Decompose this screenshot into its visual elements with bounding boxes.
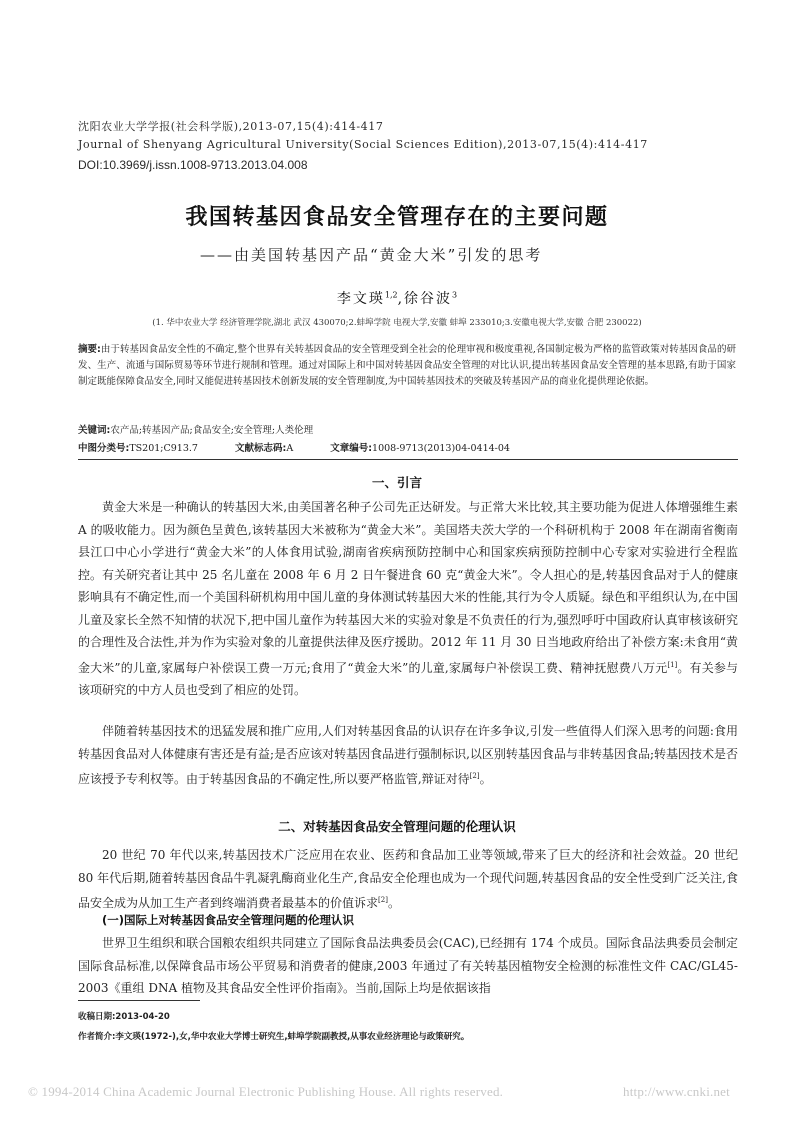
clc-value: TS201;C913.7 [129,443,198,454]
copyright-text: © 1994-2014 China Academic Journal Electronic Publishing House. All rights reserved. [28,1084,504,1099]
body-paragraph [78,720,738,791]
paragraph-text: 黄金大米是一种确认的转基因大米,由美国著名种子公司先正达研发。与正常大米比较,其主要功能为促进人体增强维生素 A 的吸收能力。因为颜色呈黄色,该转基因大米被称为“黄金大米”。美国塔夫茨大学的一个科研机构于 2008 年在湖南省衡南县江口中心小学进行“黄金大米”的人体食用试验,湖南省疾病预防控制中心和国家疾病预防控制中心专家对实验进行全程监控。有关研究者让其中 25 名儿童在 2008 年 6 月 2 日午餐进食 60 克“黄金大米”。令人担心的是,转基因食品对于人的健康影响具有不确定性,而一个美国科研机构用中国儿童的身体测试转基因大米的性能,其行为令人质疑。绿色和平组织认为,在中国儿童及家长全然不知情的状况下,把中国儿童作为转基因大米的实验对象是不负责任的行为,强烈呼吁中国政府认真审核该研究的合理性及合法性,并为作为实验对象的儿童提供法律及医疗援助。2012 年 11 月 30 日当地政府给出了补偿方案:未食用“黄金大米”的儿童,家属每户补偿误工费一万元;食用了“黄金大米”的儿童,家属每户补偿误工费、精神抚慰费八万元 [78,500,738,675]
paper-subtitle: ——由美国转基因产品“黄金大米”引发的思考 [200,246,543,264]
abstract-label: 摘要: [78,344,101,355]
doi: DOI:10.3969/j.issn.1008-9713.2013.04.008 [78,158,308,172]
abstract-text: 由于转基因食品安全性的不确定,整个世界有关转基因食品的安全管理受到全社会的伦理审视和极度重视,各国制定极为严格的监管政策对转基因食品的研发、生产、流通与国际贸易等环节进行规制和管理。通过对国际上和中国对转基因食品安全管理的对比认识,提出转基因食品安全管理的基本思路,有助于国家制定既能保障食品安全,同时又能促进转基因技术创新发展的安全管理制度,为中国转基因技术的突破及转基因产品的商业化提供理论依据。 [78,344,736,387]
citation: [1] [667,660,678,669]
paragraph-text: 。 [479,772,492,786]
author-affil-mark: 1,2 [384,290,398,300]
doc-code-value: A [286,443,294,454]
received-date: 收稿日期:2013-04-20 [78,1012,170,1022]
article-id-label: 文章编号: [330,443,373,454]
citation: [2] [469,772,480,780]
journal-header-cn: 沈阳农业大学学报(社会科学版),2013-07,15(4):414-417 [78,120,384,133]
doc-code-label: 文献标志码: [235,443,287,454]
section-heading: 一、引言 [371,475,422,490]
author-line [0,288,794,308]
author-separator: , [397,291,405,307]
keywords-label: 关键词: [78,425,111,436]
author-bio: 作者简介:李文瑛(1972-),女,华中农业大学博士研究生,蚌埠学院副教授,从事农业经济理论与政策研究。 [78,1032,470,1042]
copyright-watermark [28,1084,730,1100]
header-divider [78,459,738,460]
cnki-link[interactable]: http://www.cnki.net [623,1084,730,1099]
paragraph-text: 世界卫生组织和联合国粮农组织共同建立了国际食品法典委员会(CAC),已经拥有 174 个成员。国际食品法典委员会制定国际食品标准,以保障食品市场公平贸易和消费者的健康,2003 年通过了有关转基因植物安全检测的标准性文件 CAC/GL45-2003《重组 DNA 植物及其食品安全性评价指南》。当前,国际上均是依据该指 [78,936,738,995]
body-paragraph [78,932,738,1000]
author-name: 徐谷波 [404,291,453,307]
paragraph-text: 20 世纪 70 年代以来,转基因技术广泛应用在农业、医药和食品加工业等领域,带来了巨大的经济和社会效益。20 世纪 80 年代后期,随着转基因食品牛乳凝乳酶商业化生产,食品安全伦理也成为一个现代问题,转基因食品的安全性受到广泛关注,食品安全成为从加工生产者到终端消费者最基本的价值诉求 [78,848,738,910]
paragraph-text: 伴随着转基因技术的迅猛发展和推广应用,人们对转基因食品的认识存在许多争议,引发一些值得人们深入思考的问题:食用转基因食品对人体健康有害还是有益;是否应该对转基因食品进行强制标识,以区别转基因食品与非转基因食品;转基因技术是否应该授予专利权等。由于转基因食品的不确定性,所以要严格监管,辩证对待 [78,724,738,786]
abstract [78,342,736,390]
paragraph-text: 。有关参与该项研究的中方人员也受到了相应的处罚。 [78,660,738,697]
footnote-divider [78,1000,200,1001]
clc-label: 中图分类号: [78,443,130,454]
citation: [2] [378,896,388,904]
section-heading: 二、对转基因食品安全管理问题的伦理认识 [278,819,516,834]
subsection-heading: (一)国际上对转基因食品安全管理问题的伦理认识 [102,913,355,927]
body-paragraph [78,496,738,702]
clc [78,443,198,454]
article-id-value: 1008-9713(2013)04-0414-04 [372,443,510,454]
classification-line [78,440,544,454]
affiliations: (1. 华中农业大学 经济管理学院,湖北 武汉 430070;2.蚌埠学院 电视大学,安徽 蚌埠 233010;3.安徽电视大学,安徽 合肥 230022) [152,318,642,328]
author-name: 李文瑛 [336,291,385,307]
paragraph-text: 。 [387,896,400,910]
keywords-text: 农产品;转基因产品;食品安全;安全管理;人类伦理 [110,425,314,436]
paper-title: 我国转基因食品安全管理存在的主要问题 [185,205,609,230]
article-id [330,443,510,454]
body-paragraph [78,844,738,915]
keywords [78,422,736,436]
author-affil-mark: 3 [452,290,458,300]
journal-header-en: Journal of Shenyang Agricultural University(Social Sciences Edition),2013-07,15(4):414-417 [78,138,648,151]
doc-code [235,443,293,454]
